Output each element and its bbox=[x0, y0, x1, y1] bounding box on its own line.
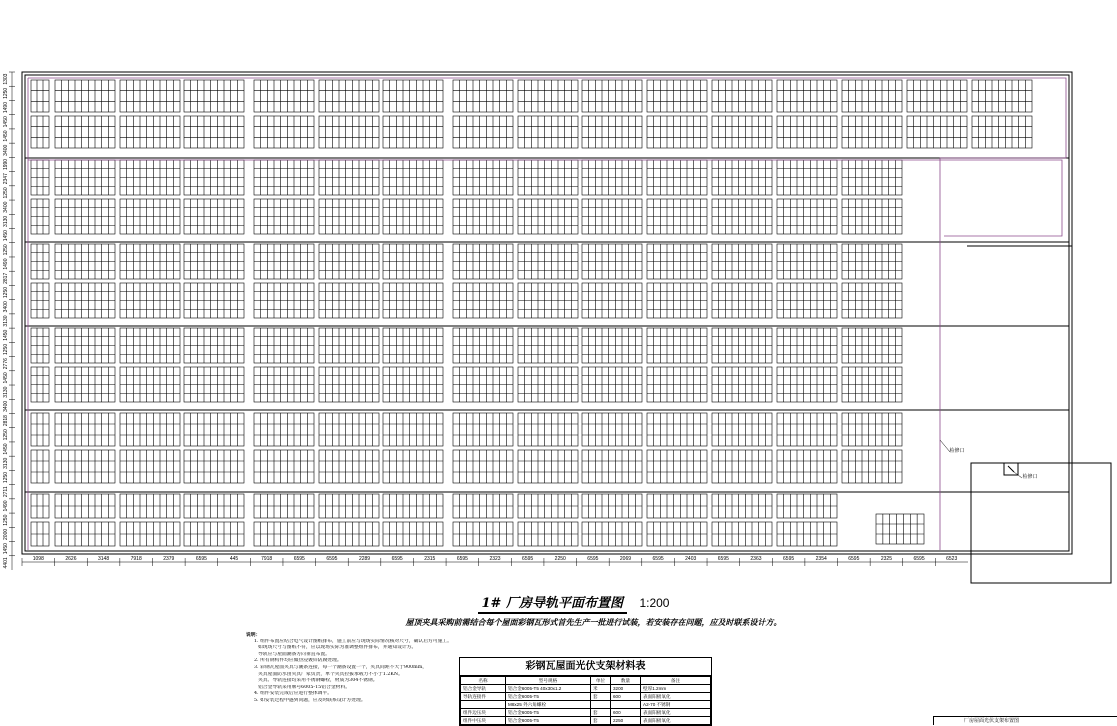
pv-array-block bbox=[120, 80, 180, 112]
table-row bbox=[461, 701, 711, 709]
access-hatch-callout: 检修口 bbox=[949, 448, 965, 454]
dimension-label-left: 3130 bbox=[3, 386, 9, 398]
pv-array-block bbox=[907, 80, 967, 112]
pv-array-block bbox=[842, 450, 902, 483]
pv-array-block bbox=[55, 413, 115, 446]
guide-rail-path bbox=[28, 78, 1066, 550]
dimension-label-bottom: 2626 bbox=[65, 556, 77, 562]
pv-array-block bbox=[582, 80, 642, 112]
dimension-label-left: 1450 bbox=[3, 443, 9, 455]
table-cell: 套 bbox=[591, 709, 611, 717]
pv-array-block bbox=[319, 116, 379, 148]
pv-array-block bbox=[383, 116, 443, 148]
dimension-label-bottom: 445 bbox=[229, 556, 239, 562]
dimension-label-left: 3400 bbox=[3, 301, 9, 313]
pv-array-block bbox=[907, 116, 967, 148]
dimension-label-bottom: 2325 bbox=[880, 556, 893, 562]
pv-array-block bbox=[31, 450, 49, 483]
dimension-label-bottom: 6595 bbox=[717, 556, 729, 562]
dimension-label-left: 2000 bbox=[3, 528, 9, 540]
dimension-label-left: 1250 bbox=[3, 514, 9, 526]
pv-array-block bbox=[453, 80, 513, 112]
pv-array-block bbox=[712, 116, 772, 148]
dimension-label-left: 1250 bbox=[3, 471, 9, 484]
table-cell: 表面阳极氧化 bbox=[641, 693, 711, 701]
dimension-label-left: 2776 bbox=[3, 358, 9, 370]
pv-array-block bbox=[254, 80, 314, 112]
table-cell: 铝合金6005-T5 bbox=[506, 709, 591, 717]
pv-array-block bbox=[319, 450, 379, 483]
access-hatch-callout: 检修口 bbox=[1022, 474, 1038, 480]
dimension-label-left: 1250 bbox=[3, 343, 9, 356]
table-header-cell: 备注 bbox=[641, 677, 711, 685]
drawing-scale: 1:200 bbox=[639, 596, 670, 610]
pv-array-block bbox=[55, 450, 115, 483]
pv-array-block bbox=[842, 116, 902, 148]
table-cell: 组件边压块 bbox=[461, 709, 506, 717]
pv-array-block bbox=[453, 450, 513, 483]
pv-array-block bbox=[777, 450, 837, 483]
pv-array-block bbox=[777, 413, 837, 446]
pv-array-block bbox=[31, 80, 49, 112]
pv-array-block bbox=[972, 116, 1032, 148]
dimension-label-bottom: 3148 bbox=[97, 556, 110, 562]
table-cell: 铝合金导轨 bbox=[461, 685, 506, 693]
table-row bbox=[461, 685, 711, 693]
pv-array-block bbox=[453, 116, 513, 148]
note-line: 夹具屋面防水由夹具厂家负责，单个夹具拉拔承载力不小于1.2KN。 bbox=[258, 671, 403, 677]
drawing-title: 1# 厂房导轨平面布置图 bbox=[478, 592, 627, 614]
dimension-label-left: 1450 bbox=[3, 116, 9, 128]
dimension-label-left: 1303 bbox=[3, 73, 9, 85]
dimension-label-bottom: 7918 bbox=[261, 556, 273, 562]
pv-array-block bbox=[319, 413, 379, 446]
pv-array-block bbox=[184, 413, 244, 446]
table-cell bbox=[591, 701, 611, 709]
pv-array-block bbox=[972, 80, 1032, 112]
design-notes bbox=[246, 632, 456, 705]
dimension-label-left: 1250 bbox=[3, 187, 9, 199]
table-cell: 组件中压块 bbox=[461, 717, 506, 725]
table-cell: 600 bbox=[611, 693, 641, 701]
pv-array-block bbox=[842, 413, 902, 446]
table-cell: 套 bbox=[591, 717, 611, 725]
pv-array-block bbox=[582, 450, 642, 483]
drawing-stamp: 厂房屋面光伏支架布置图 bbox=[933, 716, 1117, 725]
dimension-label-left: 4401 bbox=[3, 557, 9, 569]
dimension-label-bottom: 6523 bbox=[946, 556, 958, 562]
notes-heading: 说明： bbox=[246, 632, 261, 638]
dimension-label-left: 3400 bbox=[3, 144, 9, 156]
pv-array-block bbox=[876, 514, 924, 544]
pv-array-block bbox=[647, 80, 707, 112]
note-line: 导轨应与屋面潮条方向垂直布置。 bbox=[258, 651, 330, 657]
dimension-label-left: 1450 bbox=[3, 130, 9, 142]
table-cell: 2250 bbox=[611, 717, 641, 725]
pv-array-block bbox=[254, 116, 314, 148]
dimension-label-left: 1490 bbox=[3, 500, 9, 512]
table-cell: 表面阳极氧化 bbox=[641, 709, 711, 717]
note-line: 夹具、导轨连接均采用不锈钢螺栓，材质为304不锈钢。 bbox=[258, 678, 378, 684]
pv-array-block bbox=[453, 413, 513, 446]
dimension-label-left: 1250 bbox=[3, 429, 9, 441]
table-row bbox=[461, 717, 711, 725]
dimension-label-bottom: 2289 bbox=[358, 556, 371, 562]
dimension-label-left: 2817 bbox=[3, 272, 9, 284]
note-line: 铝合金导轨采用牌号6005-T5铝合金材料。 bbox=[258, 684, 351, 690]
dimension-label-left: 1250 bbox=[3, 244, 9, 256]
table-row bbox=[461, 709, 711, 717]
dimension-label-bottom: 2363 bbox=[750, 556, 762, 562]
dimension-label-left: 1490 bbox=[3, 258, 9, 270]
table-header-cell: 型号规格 bbox=[506, 677, 591, 685]
pv-array-block bbox=[184, 450, 244, 483]
table-cell: 铝合金6005-T5 40x30x1.2 bbox=[506, 685, 591, 693]
dimension-label-bottom: 6595 bbox=[456, 556, 468, 562]
pv-array-block bbox=[582, 413, 642, 446]
pv-array-block bbox=[582, 116, 642, 148]
dimension-label-bottom: 6595 bbox=[326, 556, 338, 562]
dimension-label-bottom: 6595 bbox=[293, 556, 305, 562]
dimension-label-bottom: 1098 bbox=[32, 556, 44, 562]
pv-array-block bbox=[31, 413, 49, 446]
table-header-cell: 单位 bbox=[591, 677, 611, 685]
pv-array-block bbox=[647, 450, 707, 483]
dimension-label-bottom: 2403 bbox=[685, 556, 697, 562]
pv-array-block bbox=[777, 80, 837, 112]
pv-array-block bbox=[383, 450, 443, 483]
dimension-label-left: 3400 bbox=[3, 400, 9, 412]
table-header-cell: 数量 bbox=[611, 677, 641, 685]
table-cell: 铝合金6005-T5 bbox=[506, 717, 591, 725]
dimension-label-bottom: 6595 bbox=[522, 556, 534, 562]
pv-array-block bbox=[712, 80, 772, 112]
dimension-label-bottom: 6595 bbox=[848, 556, 860, 562]
dimension-label-bottom: 6595 bbox=[391, 556, 403, 562]
dimension-label-left: 3130 bbox=[3, 215, 9, 227]
table-cell: 导轨连接件 bbox=[461, 693, 506, 701]
pv-array-block bbox=[184, 80, 244, 112]
drawing-title-block bbox=[0, 592, 1117, 628]
materials-table bbox=[459, 657, 712, 726]
dimension-label-left: 1490 bbox=[3, 102, 9, 114]
pv-array-block bbox=[518, 80, 578, 112]
pv-array-block bbox=[55, 80, 115, 112]
pv-array-block bbox=[120, 413, 180, 446]
table-cell bbox=[461, 701, 506, 709]
table-cell bbox=[611, 701, 641, 709]
dimension-label-left: 2818 bbox=[3, 415, 9, 427]
building-outline bbox=[22, 72, 1072, 554]
note-line: 5. 如安装过程中遇到问题，应及时联系设计方处理。 bbox=[254, 697, 366, 703]
dimension-label-bottom: 6595 bbox=[652, 556, 664, 562]
dimension-label-bottom: 2354 bbox=[815, 556, 827, 562]
pv-array-block bbox=[383, 80, 443, 112]
table-header-row bbox=[461, 677, 711, 685]
pv-array-block bbox=[254, 413, 314, 446]
pv-array-block bbox=[254, 450, 314, 483]
dimension-label-left: 1450 bbox=[3, 230, 9, 242]
dimension-label-left: 1250 bbox=[3, 286, 9, 299]
equipment-room-outline bbox=[971, 463, 1111, 583]
table-cell: A2-70 不锈钢 bbox=[641, 701, 711, 709]
table-cell: 600 bbox=[611, 709, 641, 717]
dimension-label-left: 3130 bbox=[3, 315, 9, 327]
pv-array-block bbox=[712, 450, 772, 483]
dimension-label-bottom: 6595 bbox=[783, 556, 795, 562]
table-cell: 表面阳极氧化 bbox=[641, 717, 711, 725]
materials-table-title: 彩钢瓦屋面光伏支架材料表 bbox=[460, 658, 711, 676]
pv-array-block bbox=[647, 116, 707, 148]
pv-array-block bbox=[319, 80, 379, 112]
table-cell: 壁厚1.2mm bbox=[641, 685, 711, 693]
table-cell: 3200 bbox=[611, 685, 641, 693]
guide-rail-path bbox=[28, 160, 1062, 236]
pv-array-block bbox=[518, 116, 578, 148]
dimension-label-bottom: 2315 bbox=[424, 556, 436, 562]
dimension-label-bottom: 2323 bbox=[489, 556, 501, 562]
pv-array-block bbox=[647, 413, 707, 446]
table-header-cell: 名称 bbox=[461, 677, 506, 685]
pv-array-block bbox=[518, 450, 578, 483]
pv-array-block bbox=[120, 450, 180, 483]
dimension-label-bottom: 6595 bbox=[587, 556, 599, 562]
dimension-label-left: 1250 bbox=[3, 87, 9, 99]
pv-array-block bbox=[712, 413, 772, 446]
dimension-label-left: 2711 bbox=[3, 486, 9, 498]
drawing-note: 屋顶夹具采购前需结合每个屋面彩钢瓦形式首先生产一批进行试装，若安装存在问题，应及时联系设计方。 bbox=[405, 617, 782, 627]
pv-array-block bbox=[184, 116, 244, 148]
note-line: 2. 所有钢构件均应做热浸镀锌防腐处理。 bbox=[254, 658, 342, 664]
table-row bbox=[461, 693, 711, 701]
dimension-label-bottom: 6595 bbox=[195, 556, 207, 562]
dimension-label-left: 1450 bbox=[3, 372, 9, 384]
table-cell: 套 bbox=[591, 693, 611, 701]
dimension-label-left: 3400 bbox=[3, 201, 9, 213]
pv-array-block bbox=[383, 413, 443, 446]
pv-array-block bbox=[777, 116, 837, 148]
pv-array-block bbox=[518, 413, 578, 446]
pv-array-block bbox=[120, 116, 180, 148]
dimension-label-bottom: 6595 bbox=[913, 556, 925, 562]
dimension-label-left: 3130 bbox=[3, 457, 9, 469]
dimension-label-bottom: 7918 bbox=[130, 556, 142, 562]
note-line: 3. 彩钢瓦屋面夹具与潮条连接，每一个潮条设置一个，夹具间距不大于900mm， bbox=[254, 664, 428, 670]
note-line: 如现场尺寸与图纸不符，应以现场实际为准调整组件排布，并通知设计方。 bbox=[258, 645, 417, 651]
pv-array-block bbox=[842, 80, 902, 112]
dimension-label-left: 2347 bbox=[3, 173, 9, 185]
dimension-label-bottom: 2250 bbox=[554, 556, 566, 562]
pv-array-block bbox=[55, 116, 115, 148]
note-line: 1. 组件布置应结合电气设计图纸排布，施工前应与现场实际情况核对尺寸，确认后方可施工。 bbox=[254, 638, 452, 644]
dimension-label-left: 1450 bbox=[3, 543, 9, 555]
dimension-label-left: 1990 bbox=[3, 158, 9, 171]
pv-array-block bbox=[31, 116, 49, 148]
table-cell: 铝合金6005-T5 bbox=[506, 693, 591, 701]
building-inner-outline bbox=[25, 75, 1069, 551]
table-cell: M8x25 外六角螺栓 bbox=[506, 701, 591, 709]
access-hatch-mark bbox=[1008, 466, 1014, 472]
note-line: 4. 组件安装完成后应进行整体调平。 bbox=[254, 691, 333, 697]
dimension-label-bottom: 2069 bbox=[619, 556, 632, 562]
table-cell: 米 bbox=[591, 685, 611, 693]
dimension-label-bottom: 2379 bbox=[163, 556, 175, 562]
dimension-label-left: 1450 bbox=[3, 329, 9, 341]
